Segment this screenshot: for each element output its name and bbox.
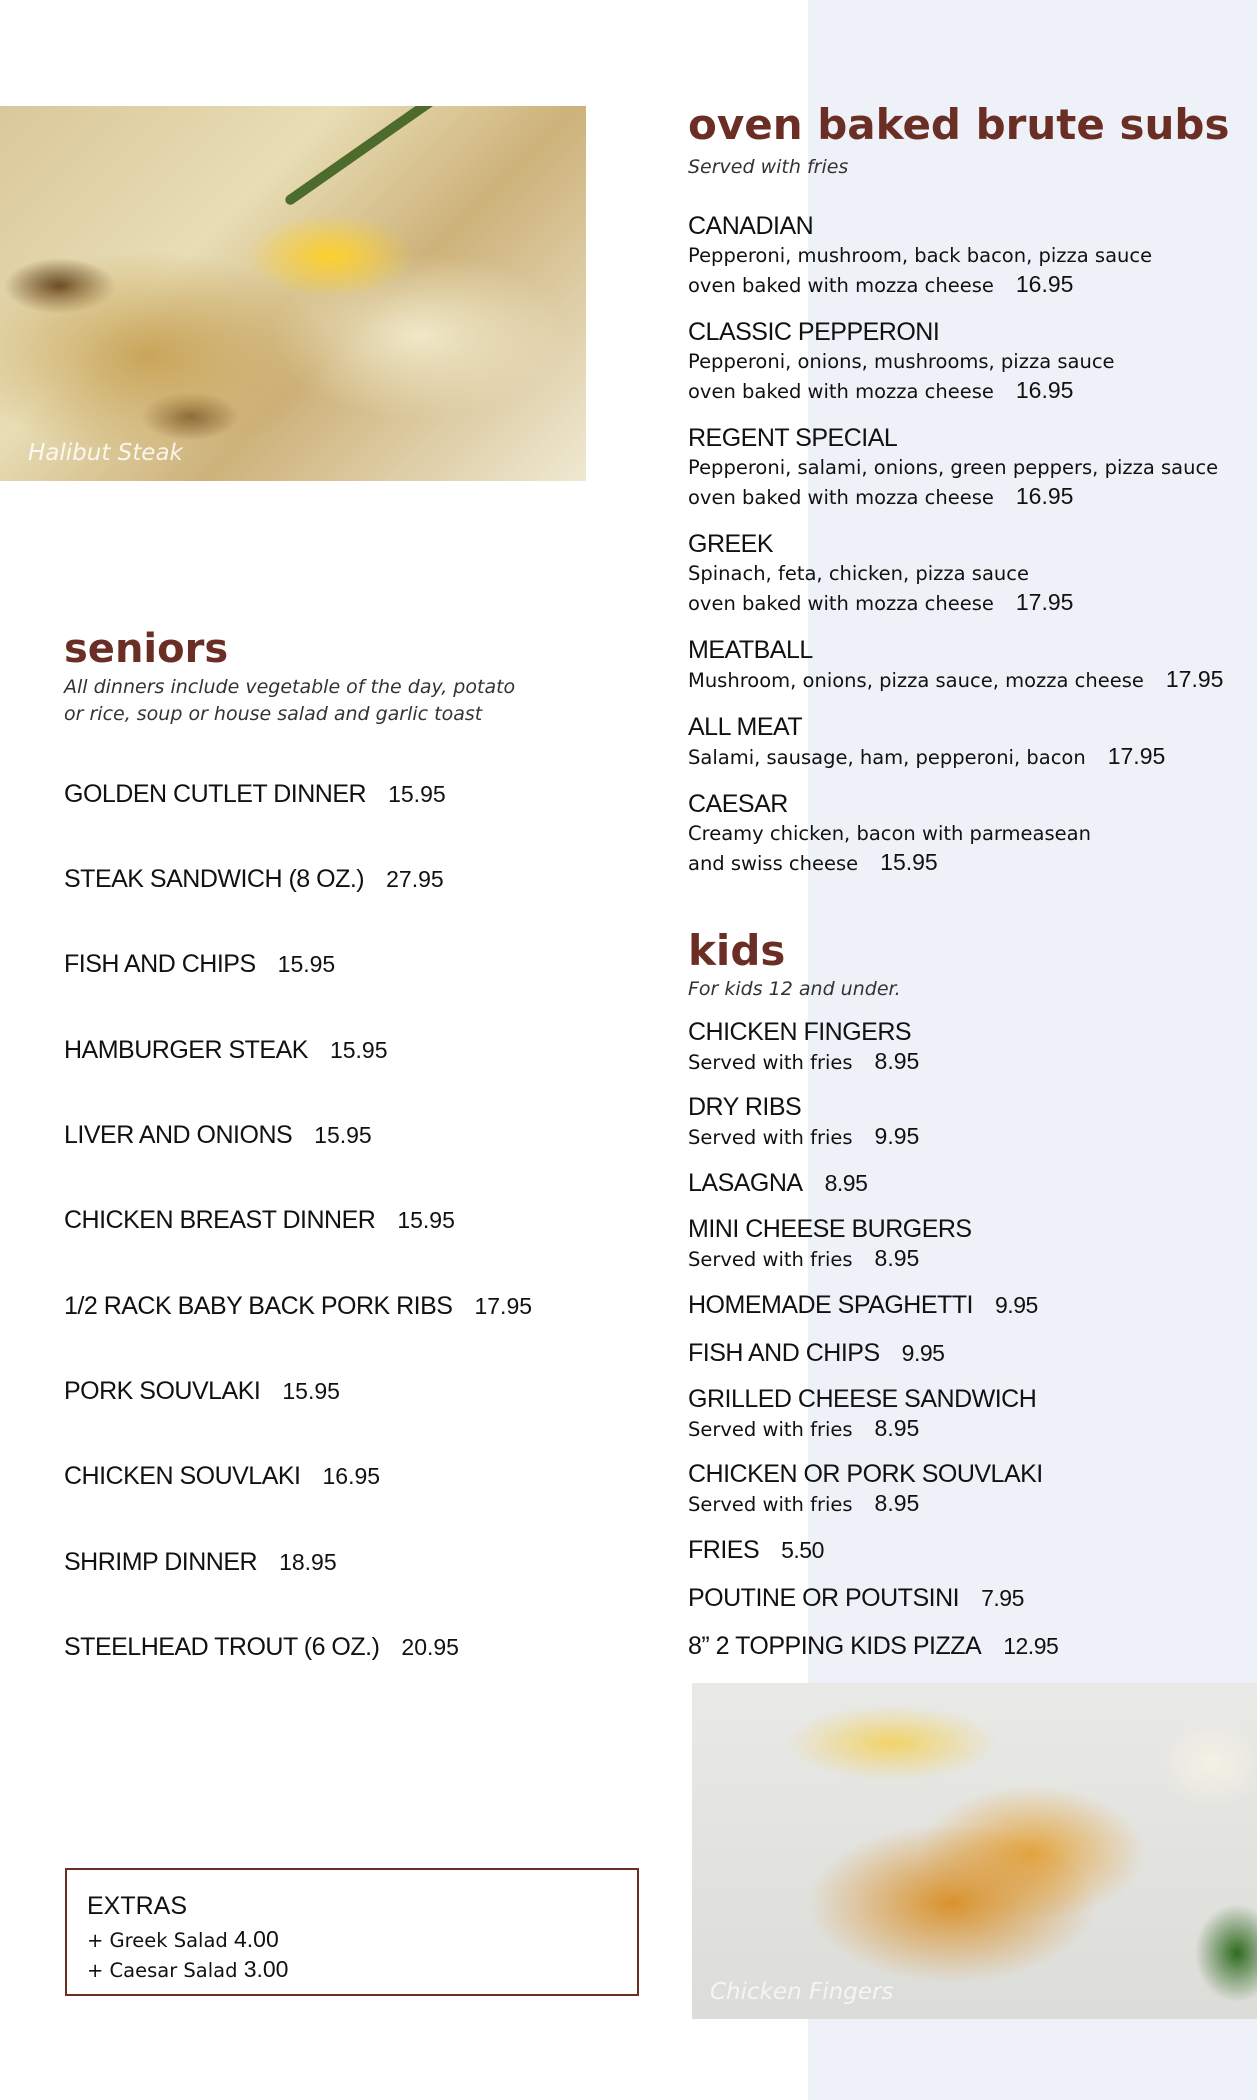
item-desc: [688, 1122, 1248, 1152]
item-name-text: 8” 2 TOPPING KIDS PIZZA: [688, 1632, 982, 1660]
item-desc-text: oven baked with mozza cheese: [688, 592, 994, 615]
seniors-subtitle-line1: All dinners include vegetable of the day, potato: [64, 676, 516, 698]
item-price: 16.95: [1015, 271, 1074, 297]
extras-price: 3.00: [243, 1956, 289, 1982]
menu-item: [688, 790, 1248, 878]
menu-item: [688, 713, 1248, 772]
item-price: 17.95: [1107, 743, 1166, 769]
kids-title: kids: [688, 926, 786, 975]
item-name: CLASSIC PEPPERONI: [688, 318, 940, 346]
item-name: CHICKEN OR PORK SOUVLAKI: [688, 1460, 1043, 1488]
menu-item: [64, 950, 335, 979]
item-price: 9.95: [901, 1340, 945, 1366]
item-price: 15.95: [329, 1037, 388, 1063]
item-desc: Creamy chicken, bacon with parmeasean: [688, 822, 1091, 845]
item-desc: Pepperoni, onions, mushrooms, pizza sauce: [688, 350, 1115, 373]
item-desc: [688, 1414, 1248, 1444]
photo-caption: Chicken Fingers: [710, 1979, 894, 2005]
item-desc: Pepperoni, salami, onions, green peppers, pizza sauce: [688, 456, 1219, 479]
menu-item: [64, 1292, 532, 1321]
item-price: 17.95: [474, 1293, 533, 1319]
item-desc-text: Mushroom, onions, pizza sauce, mozza cheese: [688, 669, 1144, 692]
menu-item: [64, 1377, 340, 1406]
item-name: FISH AND CHIPS: [64, 950, 256, 978]
subs-title: oven baked brute subs: [688, 100, 1230, 149]
item-name: 1/2 RACK BABY BACK PORK RIBS: [64, 1292, 453, 1320]
item-name: LIVER AND ONIONS: [64, 1121, 293, 1149]
menu-item: [688, 1584, 1248, 1613]
menu-item: [64, 1633, 459, 1662]
item-name: [688, 1339, 1248, 1368]
kids-subtitle: For kids 12 and under.: [688, 978, 901, 1000]
item-desc: Pepperoni, mushroom, back bacon, pizza sauce: [688, 244, 1153, 267]
item-price: 18.95: [279, 1549, 337, 1575]
item-price: 16.95: [1015, 483, 1074, 509]
item-desc-line2: [688, 588, 1248, 618]
subs-subtitle: Served with fries: [688, 156, 849, 178]
menu-item: [688, 1536, 1248, 1565]
seniors-title: seniors: [64, 626, 229, 672]
item-desc-text: Served with fries: [688, 1493, 853, 1516]
photo-caption: Halibut Steak: [28, 440, 183, 466]
item-name: GRILLED CHEESE SANDWICH: [688, 1385, 1037, 1413]
menu-item: [688, 1169, 1248, 1198]
item-name: GREEK: [688, 530, 774, 558]
item-desc-line2: [688, 376, 1248, 406]
item-name: MEATBALL: [688, 636, 813, 664]
menu-item: [64, 1548, 337, 1577]
menu-item: [688, 424, 1248, 512]
item-name: CHICKEN SOUVLAKI: [64, 1462, 301, 1490]
item-desc: [688, 1244, 1248, 1274]
item-desc-line2: [688, 742, 1248, 772]
item-name: ALL MEAT: [688, 713, 803, 741]
item-name: [688, 1169, 1248, 1198]
item-desc-line2: [688, 665, 1248, 695]
item-price: 8.95: [874, 1415, 920, 1441]
item-price: 15.95: [397, 1207, 455, 1233]
item-desc-line2: [688, 482, 1248, 512]
menu-item: [688, 1215, 1248, 1274]
menu-item: [688, 1018, 1248, 1077]
item-price: 20.95: [401, 1634, 459, 1660]
extras-box: [65, 1868, 639, 1996]
item-price: 8.95: [874, 1490, 920, 1516]
item-name: CAESAR: [688, 790, 788, 818]
menu-item: [64, 780, 446, 809]
menu-item: [64, 865, 444, 894]
item-desc: [688, 1047, 1248, 1077]
item-price: 27.95: [386, 866, 444, 892]
menu-item: [64, 1036, 388, 1065]
menu-item: [64, 1462, 380, 1491]
item-desc-line2: [688, 848, 1248, 878]
item-price: 16.95: [1015, 377, 1074, 403]
extras-row: [87, 1925, 617, 1955]
item-price: 5.50: [781, 1537, 824, 1563]
item-price: 16.95: [322, 1463, 381, 1489]
item-name: [688, 1584, 1248, 1613]
item-name-text: LASAGNA: [688, 1169, 803, 1197]
item-name: CANADIAN: [688, 212, 814, 240]
item-price: 9.95: [995, 1292, 1038, 1318]
item-desc-text: Served with fries: [688, 1126, 853, 1149]
item-name: MINI CHEESE BURGERS: [688, 1215, 972, 1243]
menu-item: [688, 1291, 1248, 1320]
item-price: 15.95: [388, 781, 446, 807]
item-price: 17.95: [1165, 666, 1224, 692]
seniors-subtitle-line2: or rice, soup or house salad and garlic toast: [64, 703, 483, 725]
chicken-fingers-photo: [692, 1683, 1257, 2019]
item-name: DRY RIBS: [688, 1093, 802, 1121]
item-desc-text: Served with fries: [688, 1418, 853, 1441]
item-price: 15.95: [880, 849, 938, 875]
item-name: CHICKEN FINGERS: [688, 1018, 912, 1046]
menu-item: [64, 1206, 455, 1235]
item-name: SHRIMP DINNER: [64, 1548, 258, 1576]
item-price: 8.95: [824, 1170, 868, 1196]
menu-item: [688, 1632, 1248, 1661]
item-name: GOLDEN CUTLET DINNER: [64, 780, 367, 808]
item-price: 15.95: [282, 1378, 340, 1404]
item-desc: [688, 1489, 1248, 1519]
menu-item: [688, 1093, 1248, 1152]
menu-item: [688, 318, 1248, 406]
item-desc-line2: [688, 270, 1248, 300]
item-desc-text: oven baked with mozza cheese: [688, 486, 994, 509]
item-desc-text: Served with fries: [688, 1248, 853, 1271]
item-desc-text: oven baked with mozza cheese: [688, 274, 994, 297]
extras-title: EXTRAS: [87, 1892, 188, 1920]
item-price: 9.95: [874, 1123, 920, 1149]
item-desc-text: and swiss cheese: [688, 852, 859, 875]
menu-item: [688, 1460, 1248, 1519]
item-name-text: FRIES: [688, 1536, 760, 1564]
item-name: REGENT SPECIAL: [688, 424, 898, 452]
item-name: [688, 1536, 1248, 1565]
item-desc-text: Salami, sausage, ham, pepperoni, bacon: [688, 746, 1086, 769]
item-name-text: HOMEMADE SPAGHETTI: [688, 1291, 974, 1319]
item-price: 7.95: [981, 1585, 1024, 1611]
menu-item: [64, 1121, 372, 1150]
menu-item: [688, 636, 1248, 695]
item-name: STEAK SANDWICH (8 OZ.): [64, 865, 365, 893]
halibut-steak-photo: [0, 106, 586, 481]
menu-item: [688, 530, 1248, 618]
extras-label: + Greek Salad: [87, 1929, 228, 1952]
item-desc: Spinach, feta, chicken, pizza sauce: [688, 562, 1029, 585]
rosemary-garnish: [283, 106, 436, 207]
item-name-text: FISH AND CHIPS: [688, 1339, 880, 1367]
item-desc-text: oven baked with mozza cheese: [688, 380, 994, 403]
menu-item: [688, 1385, 1248, 1444]
item-price: 8.95: [874, 1245, 920, 1271]
item-name: STEELHEAD TROUT (6 OZ.): [64, 1633, 380, 1661]
item-name: [688, 1632, 1248, 1661]
item-desc-text: Served with fries: [688, 1051, 853, 1074]
item-price: 15.95: [277, 951, 336, 977]
item-name: PORK SOUVLAKI: [64, 1377, 261, 1405]
item-price: 12.95: [1003, 1633, 1059, 1659]
item-price: 15.95: [314, 1122, 372, 1148]
extras-row: [87, 1955, 617, 1985]
menu-item: [688, 212, 1248, 300]
extras-price: 4.00: [234, 1926, 279, 1952]
item-name: [688, 1291, 1248, 1320]
item-price: 17.95: [1015, 589, 1074, 615]
menu-item: [688, 1339, 1248, 1368]
extras-label: + Caesar Salad: [87, 1959, 238, 1982]
item-name: HAMBURGER STEAK: [64, 1036, 308, 1064]
item-name: CHICKEN BREAST DINNER: [64, 1206, 376, 1234]
item-price: 8.95: [874, 1048, 920, 1074]
item-name-text: POUTINE OR POUTSINI: [688, 1584, 960, 1612]
